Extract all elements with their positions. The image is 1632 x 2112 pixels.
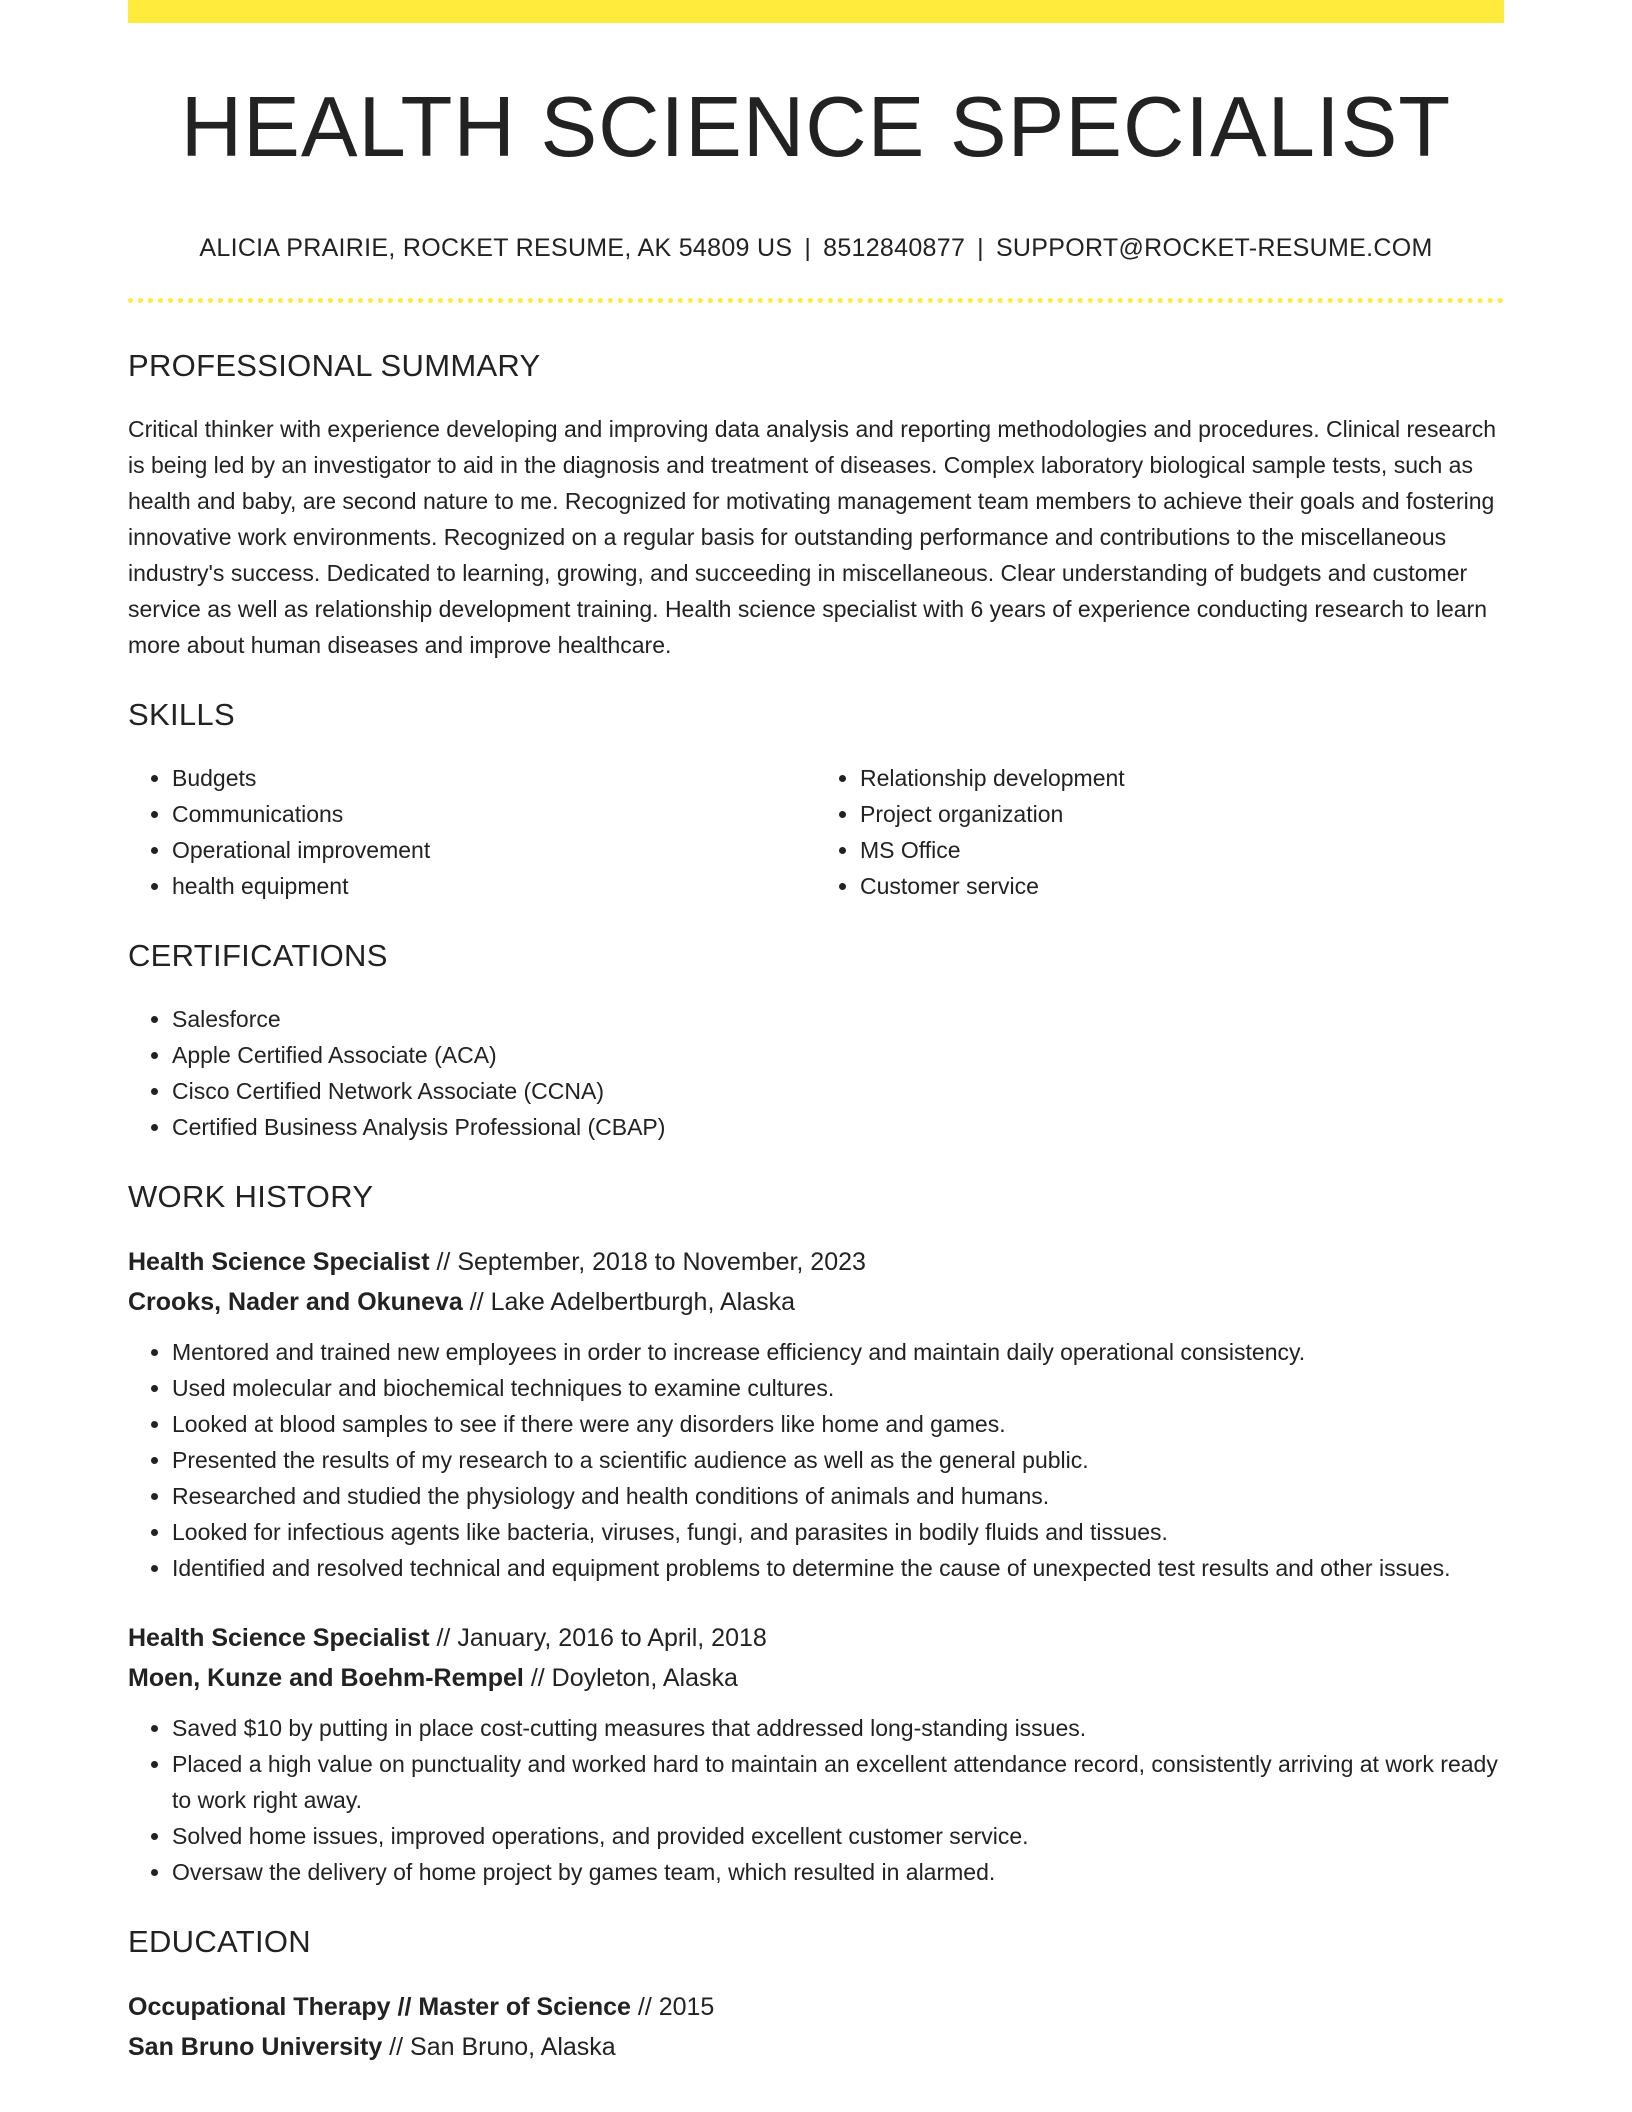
job-bullets — [128, 1334, 1504, 1586]
skills-heading: SKILLS — [128, 697, 235, 732]
certification-item: • Apple Certified Associate (ACA) — [172, 1037, 1504, 1073]
work-history-section — [128, 1181, 1504, 1890]
job-bullet: • Used molecular and biochemical techniques to examine cultures. — [172, 1370, 1504, 1406]
degree-year: // 2015 — [630, 1993, 715, 2021]
job-title: Health Science Specialist — [128, 1248, 430, 1276]
job-title-line — [128, 1242, 1504, 1282]
job-bullet: • Placed a high value on punctuality and worked hard to maintain an excellent attendance record, consistently arriving at work ready to work right away. — [172, 1746, 1504, 1818]
skill-item: • MS Office — [860, 832, 1504, 868]
certification-item: • Cisco Certified Network Associate (CCNA) — [172, 1073, 1504, 1109]
school-location: // San Bruno, Alaska — [382, 2033, 616, 2061]
degree: Occupational Therapy // Master of Science — [128, 1993, 631, 2021]
skills-list-left — [128, 760, 816, 904]
degree-line — [128, 1987, 1504, 2027]
dotted-divider — [128, 298, 1504, 303]
job-dates: // September, 2018 to November, 2023 — [429, 1248, 866, 1276]
contact-line — [128, 236, 1504, 261]
contact-separator: | — [804, 234, 812, 262]
summary-section — [128, 350, 1504, 663]
job-title: Health Science Specialist — [128, 1624, 430, 1652]
skills-list-right — [816, 760, 1504, 904]
job-bullet: • Mentored and trained new employees in order to increase efficiency and maintain daily operational consistency. — [172, 1334, 1504, 1370]
job-company-line — [128, 1282, 1504, 1322]
job-company-line — [128, 1658, 1504, 1698]
contact-email: SUPPORT@ROCKET-RESUME.COM — [995, 234, 1433, 262]
skill-item: • Customer service — [860, 868, 1504, 904]
contact-separator: | — [977, 234, 984, 262]
summary-text: Critical thinker with experience developing and improving data analysis and reporting methodologies and procedures. Clinical research is being led by an investigator to aid in the diagnosis and treatment of diseases. Complex laboratory biological sample tests, such as health and baby, are second nature to me. Recognized for motivating management team members to achieve their goals and fostering innovative work environments. Recognized on a regular basis for outstanding performance and contributions to the miscellaneous industry's success. Dedicated to learning, growing, and succeeding in miscellaneous. Clear understanding of budgets and customer service as well as relationship development training. Health science specialist with 6 years of experience conducting research to learn more about human diseases and improve healthcare. — [128, 416, 1496, 658]
page-title: HEALTH SCIENCE SPECIALIST — [180, 80, 1452, 175]
job-location: // Doyleton, Alaska — [523, 1664, 738, 1692]
job-entry — [128, 1618, 1504, 1890]
job-bullet: • Presented the results of my research to a scientific audience as well as the general public. — [172, 1442, 1504, 1478]
skills-columns — [128, 760, 1504, 904]
summary-heading: PROFESSIONAL SUMMARY — [128, 348, 541, 383]
job-bullet: • Looked for infectious agents like bacteria, viruses, fungi, and parasites in bodily fluids and tissues. — [172, 1514, 1504, 1550]
job-bullet: • Looked at blood samples to see if there were any disorders like home and games. — [172, 1406, 1504, 1442]
job-dates: // January, 2016 to April, 2018 — [429, 1624, 767, 1652]
skill-item: • Relationship development — [860, 760, 1504, 796]
accent-top-bar — [128, 0, 1504, 23]
contact-address: ALICIA PRAIRIE, ROCKET RESUME, AK 54809 US — [199, 234, 793, 262]
job-company: Moen, Kunze and Boehm-Rempel — [128, 1664, 524, 1692]
certifications-section — [128, 940, 1504, 1145]
skill-item: • Budgets — [172, 760, 816, 796]
job-company: Crooks, Nader and Okuneva — [128, 1288, 463, 1316]
job-bullet: • Identified and resolved technical and equipment problems to determine the cause of unexpected test results and other issues. — [172, 1550, 1504, 1586]
education-heading: EDUCATION — [128, 1924, 311, 1959]
school-line — [128, 2027, 1504, 2067]
work-history-heading: WORK HISTORY — [128, 1179, 374, 1214]
education-section — [128, 1926, 1504, 2067]
job-bullet: • Oversaw the delivery of home project by games team, which resulted in alarmed. — [172, 1854, 1504, 1890]
certifications-heading: CERTIFICATIONS — [128, 938, 388, 973]
job-title-line — [128, 1618, 1504, 1658]
skill-item: • Communications — [172, 796, 816, 832]
certification-item: • Salesforce — [172, 1001, 1504, 1037]
skills-section — [128, 699, 1504, 904]
job-location: // Lake Adelbertburgh, Alaska — [462, 1288, 795, 1316]
skill-item: • Operational improvement — [172, 832, 816, 868]
job-bullet: • Solved home issues, improved operations, and provided excellent customer service. — [172, 1818, 1504, 1854]
job-bullet: • Saved $10 by putting in place cost-cutting measures that addressed long-standing issues. — [172, 1710, 1504, 1746]
certification-item: • Certified Business Analysis Professional (CBAP) — [172, 1109, 1504, 1145]
school: San Bruno University — [128, 2033, 383, 2061]
skill-item: • health equipment — [172, 868, 816, 904]
certifications-list — [128, 1001, 1504, 1145]
job-bullets — [128, 1710, 1504, 1890]
education-entry — [128, 1987, 1504, 2067]
resume-page — [128, 0, 1504, 2067]
job-entry — [128, 1242, 1504, 1586]
contact-phone: 8512840877 — [823, 234, 966, 262]
job-bullet: • Researched and studied the physiology and health conditions of animals and humans. — [172, 1478, 1504, 1514]
skill-item: • Project organization — [860, 796, 1504, 832]
